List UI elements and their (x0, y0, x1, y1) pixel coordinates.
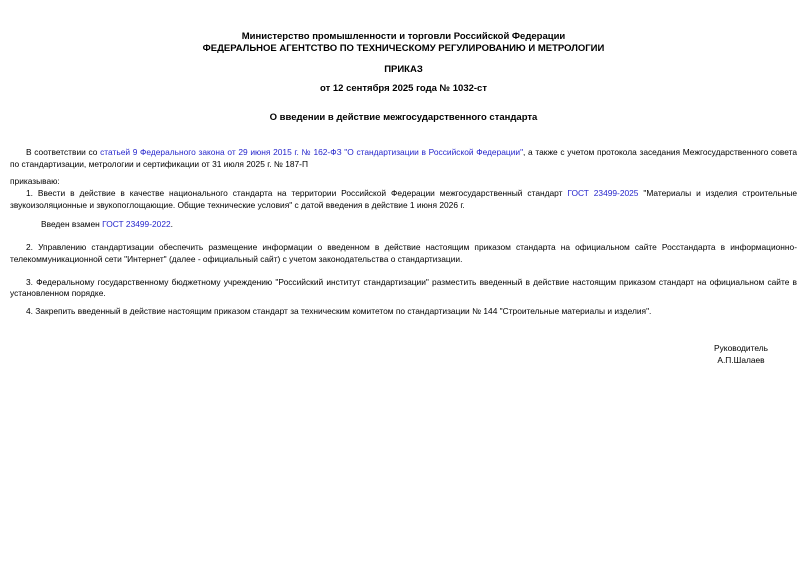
document-date-number: от 12 сентября 2025 года № 1032-ст (320, 83, 487, 94)
gost-23499-2022-link[interactable]: ГОСТ 23499-2022 (102, 218, 171, 229)
document-body (10, 147, 797, 366)
federal-law-link[interactable]: статьей 9 Федерального закона от 29 июня 2015 г. № 162-ФЗ "О стандартизации в Российской Федерации" (100, 147, 524, 157)
document-title: О введении в действие межгосударственного стандарта (269, 112, 538, 123)
document-type: ПРИКАЗ (384, 64, 423, 75)
instead-text-after-link: . (170, 218, 173, 229)
ministry-name: Министерство промышленности и торговли Российской Федерации (241, 31, 566, 42)
signer-position: Руководитель (714, 342, 768, 353)
order-item-2: 2. Управлению стандартизации обеспечить размещение информации о введенном в действие настоящим приказом стандарта на официальном сайте Росстандарта в информационно-телекоммуникационной сети "Интернет" (далее - официальный сайт) с учетом законодательства о стандартизации. (10, 242, 797, 264)
introduced-instead-line (10, 219, 797, 231)
gost-23499-2025-link[interactable]: ГОСТ 23499-2025 (567, 188, 639, 199)
order-word: приказываю: (10, 176, 60, 187)
order-item-1 (10, 188, 797, 211)
signature-block (10, 342, 797, 366)
preamble-paragraph (10, 147, 797, 170)
preamble-text-after-link: , а также с учетом протокола заседания Межгосударственного совета по стандартизации, метрологии и сертификации от 31 июля 2025 г. № 187-П (10, 147, 797, 169)
instead-text-before-link: Введен взамен (41, 218, 103, 229)
preamble-text-before-link: В соответствии со (26, 147, 101, 157)
signer-name: А.П.Шалаев (717, 354, 765, 365)
agency-name: ФЕДЕРАЛЬНОЕ АГЕНТСТВО ПО ТЕХНИЧЕСКОМУ РЕГУЛИРОВАНИЮ И МЕТРОЛОГИИ (202, 43, 605, 54)
item1-text-before-link: 1. Ввести в действие в качестве национального стандарта на территории Российской Федерации межгосударственный стандарт (26, 188, 568, 199)
order-item-4: 4. Закрепить введенный в действие настоящим приказом стандарт за техническим комитетом по стандартизации № 144 "Строительные материалы и изделия". (26, 306, 652, 317)
document-header (10, 0, 797, 124)
order-item-3: 3. Федеральному государственному бюджетному учреждению "Российский институт стандартизации" разместить введенный в действие настоящим приказом стандарт на официальном сайте в установленном порядке. (10, 276, 797, 299)
item1-text-after-link: "Материалы и изделия строительные звукоизоляционные и звукопоглощающие. Общие технические условия" с датой введения в действие 1 июня 2026 г. (10, 188, 797, 210)
